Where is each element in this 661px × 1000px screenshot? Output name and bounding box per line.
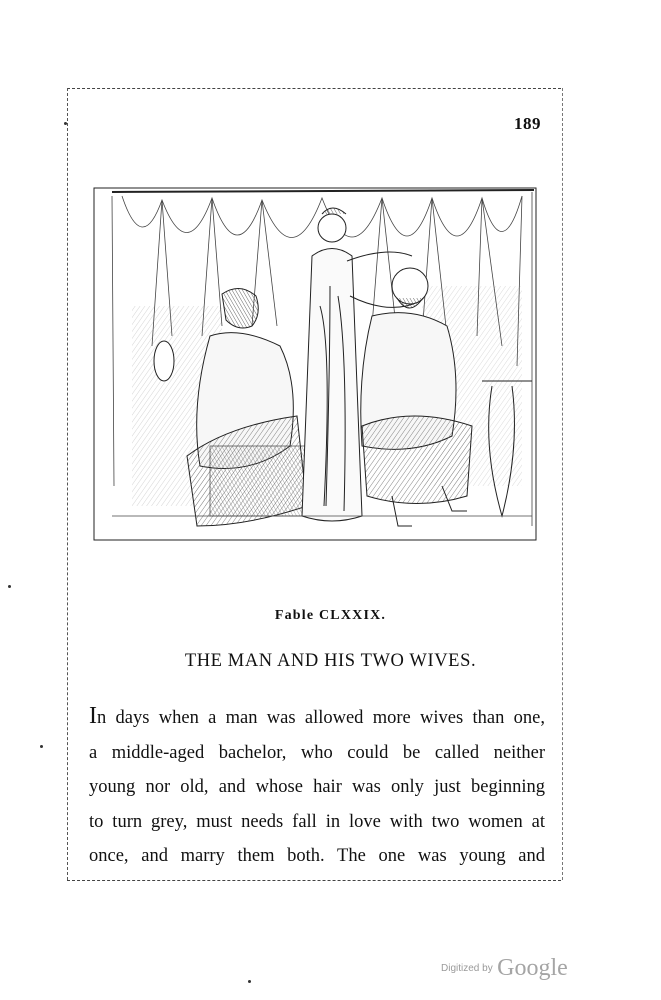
margin-mark: [64, 122, 67, 125]
margin-mark: [8, 585, 11, 588]
body-line: to turn grey, must needs fall in love with two women at: [89, 811, 545, 832]
body-line: In days when a man was allowed more wives than one,: [89, 703, 545, 729]
fable-body-text: [89, 699, 545, 874]
google-wordmark: Google: [497, 955, 568, 981]
fable-number: Fable CLXXIX.: [274, 608, 387, 623]
engraving-svg: [92, 186, 538, 542]
fable-title: THE MAN AND HIS TWO WIVES.: [184, 651, 477, 671]
body-line: young nor old, and whose hair was only just beginning: [89, 777, 545, 797]
engraving-illustration: [92, 186, 538, 542]
margin-mark: [40, 745, 43, 748]
digitized-by-label: Digitized by: [441, 963, 493, 974]
digitized-by-google-watermark: [441, 955, 568, 982]
page-bottom-rule: [67, 880, 561, 881]
page-number: 189: [514, 114, 541, 133]
body-line: a middle-aged bachelor, who could be called neither: [89, 742, 545, 763]
body-line: once, and marry them both. The one was young and: [89, 846, 545, 866]
margin-mark: [248, 980, 251, 983]
